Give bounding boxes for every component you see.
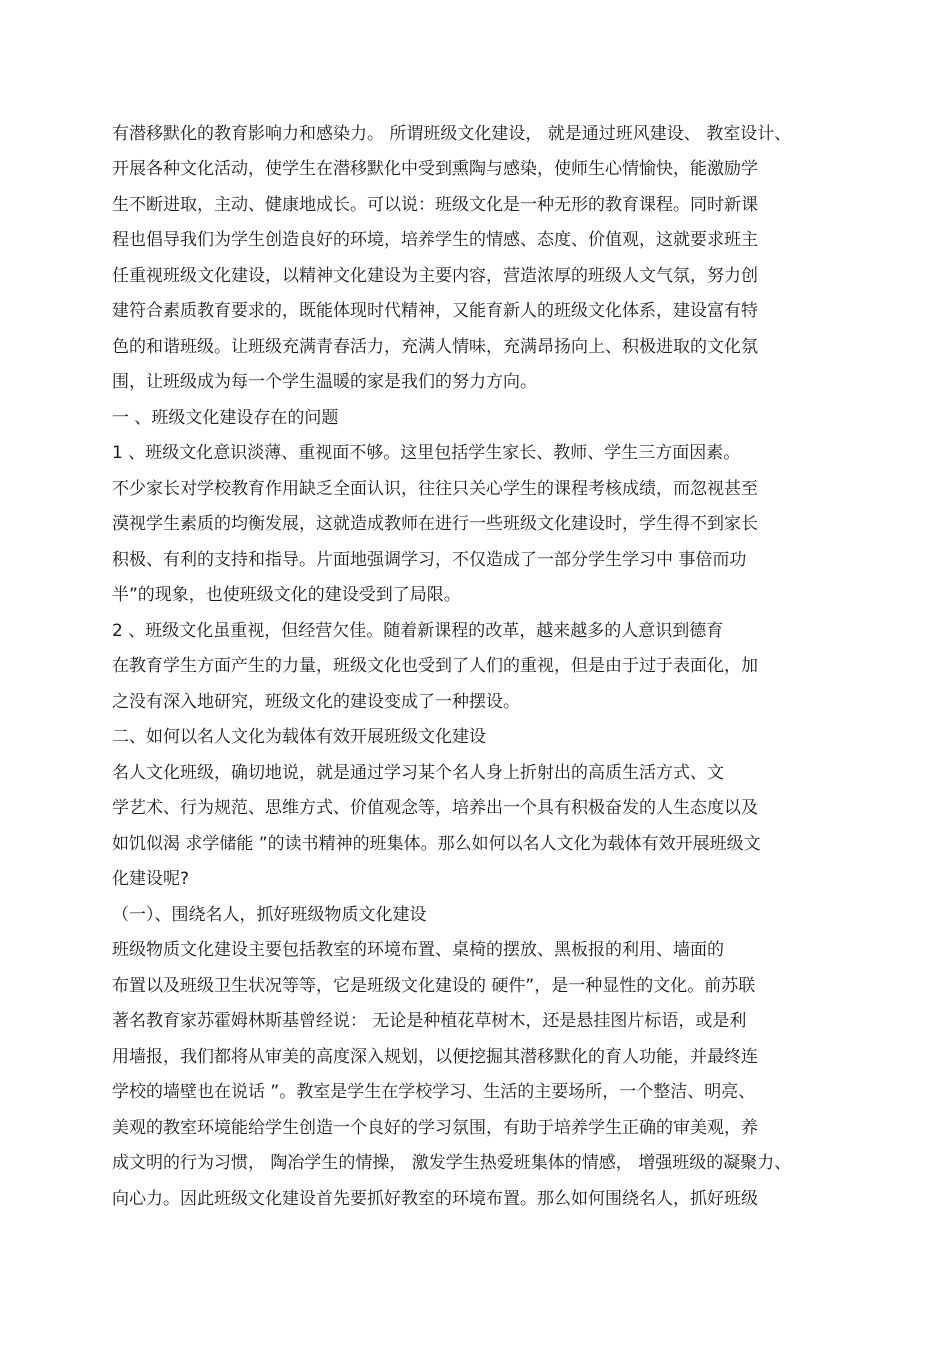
text-line: 2 、班级文化虽重视，但经营欠佳。随着新课程的改革，越来越多的人意识到德育: [112, 621, 724, 641]
text-line: 名人文化班级，确切地说，就是通过学习某个名人身上折射出的高质生活方式、文: [112, 763, 724, 783]
text-line: 学校的墙壁也在说话 ”。教室是学生在学校学习、生活的主要场所，一个整洁、明亮、: [112, 1082, 756, 1102]
text-line: 开展各种文化活动，使学生在潜移默化中受到熏陶与感染，使师生心情愉快，能激励学: [112, 159, 758, 179]
text-line: 程也倡导我们为学生创造良好的环境，培养学生的情感、态度、价值观，这就要求班主: [112, 230, 758, 250]
section-heading-1: 一 、班级文化建设存在的问题: [112, 408, 339, 428]
text-line: 积极、有利的支持和指导。片面地强调学习，不仅造成了一部分学生学习中 事倍而功: [112, 550, 747, 570]
text-line: 之没有深入地研究，班级文化的建设变成了一种摆设。: [112, 692, 520, 712]
subsection-heading: （一）、围绕名人，抓好班级物质文化建设: [112, 905, 427, 925]
text-line: 围，让班级成为每一个学生温暖的家是我们的努力方向。: [112, 372, 537, 392]
text-line: 美观的教室环境能给学生创造一个良好的学习氛围，有助于培养学生正确的审美观，养: [112, 1118, 758, 1138]
text-line: 布置以及班级卫生状况等等，它是班级文化建设的 硬件”，是一种显性的文化。前苏联: [112, 976, 756, 996]
text-line: 用墙报，我们都将从审美的高度深入规划，以便挖掘其潜移默化的育人功能，并最终连: [112, 1047, 758, 1067]
text-line: 色的和谐班级。让班级充满青春活力，充满人情味，充满昂扬向上、积极进取的文化氛: [112, 337, 758, 357]
text-line: 如饥似渴 求学储能 ”的读书精神的班集体。那么如何以名人文化为载体有效开展班级文: [112, 834, 761, 854]
text-line: 化建设呢?: [112, 869, 190, 889]
text-line: 在教育学生方面产生的力量，班级文化也受到了人们的重视，但是由于过于表面化，加: [112, 656, 758, 676]
text-line: 向心力。因此班级文化建设首先要抓好教室的环境布置。那么如何围绕名人，抓好班级: [112, 1189, 758, 1209]
text-line: 生不断进取，主动、健康地成长。可以说：班级文化是一种无形的教育课程。同时新课: [112, 195, 758, 215]
text-line: 不少家长对学校教育作用缺乏全面认识，往往只关心学生的课程考核成绩，而忽视甚至: [112, 479, 758, 499]
text-line: 学艺术、行为规范、思维方式、价值观念等，培养出一个具有积极奋发的人生态度以及: [112, 798, 758, 818]
text-line: 成文明的行为习惯， 陶冶学生的情操， 激发学生热爱班集体的情感， 增强班级的凝聚力、: [112, 1153, 792, 1173]
text-line: 建符合素质教育要求的，既能体现时代精神，又能育新人的班级文化体系，建设富有特: [112, 301, 758, 321]
text-line: 著名教育家苏霍姆林斯基曾经说： 无论是种植花草树木，还是悬挂图片标语，或是利: [112, 1011, 747, 1031]
section-heading-2: 二、如何以名人文化为载体有效开展班级文化建设: [112, 727, 486, 747]
text-line: 有潜移默化的教育影响力和感染力。 所谓班级文化建设， 就是通过班风建设、 教室设计、: [112, 124, 792, 144]
text-line: 班级物质文化建设主要包括教室的环境布置、桌椅的摆放、黑板报的利用、墙面的: [112, 940, 724, 960]
text-line: 漠视学生素质的均衡发展，这就造成教师在进行一些班级文化建设时，学生得不到家长: [112, 514, 758, 534]
text-line: 1 、班级文化意识淡薄、重视面不够。这里包括学生家长、教师、学生三方面因素。: [112, 443, 741, 463]
text-line: 任重视班级文化建设，以精神文化建设为主要内容，营造浓厚的班级人文气氛，努力创: [112, 266, 758, 286]
text-line: 半”的现象，也使班级文化的建设受到了局限。: [112, 585, 461, 605]
